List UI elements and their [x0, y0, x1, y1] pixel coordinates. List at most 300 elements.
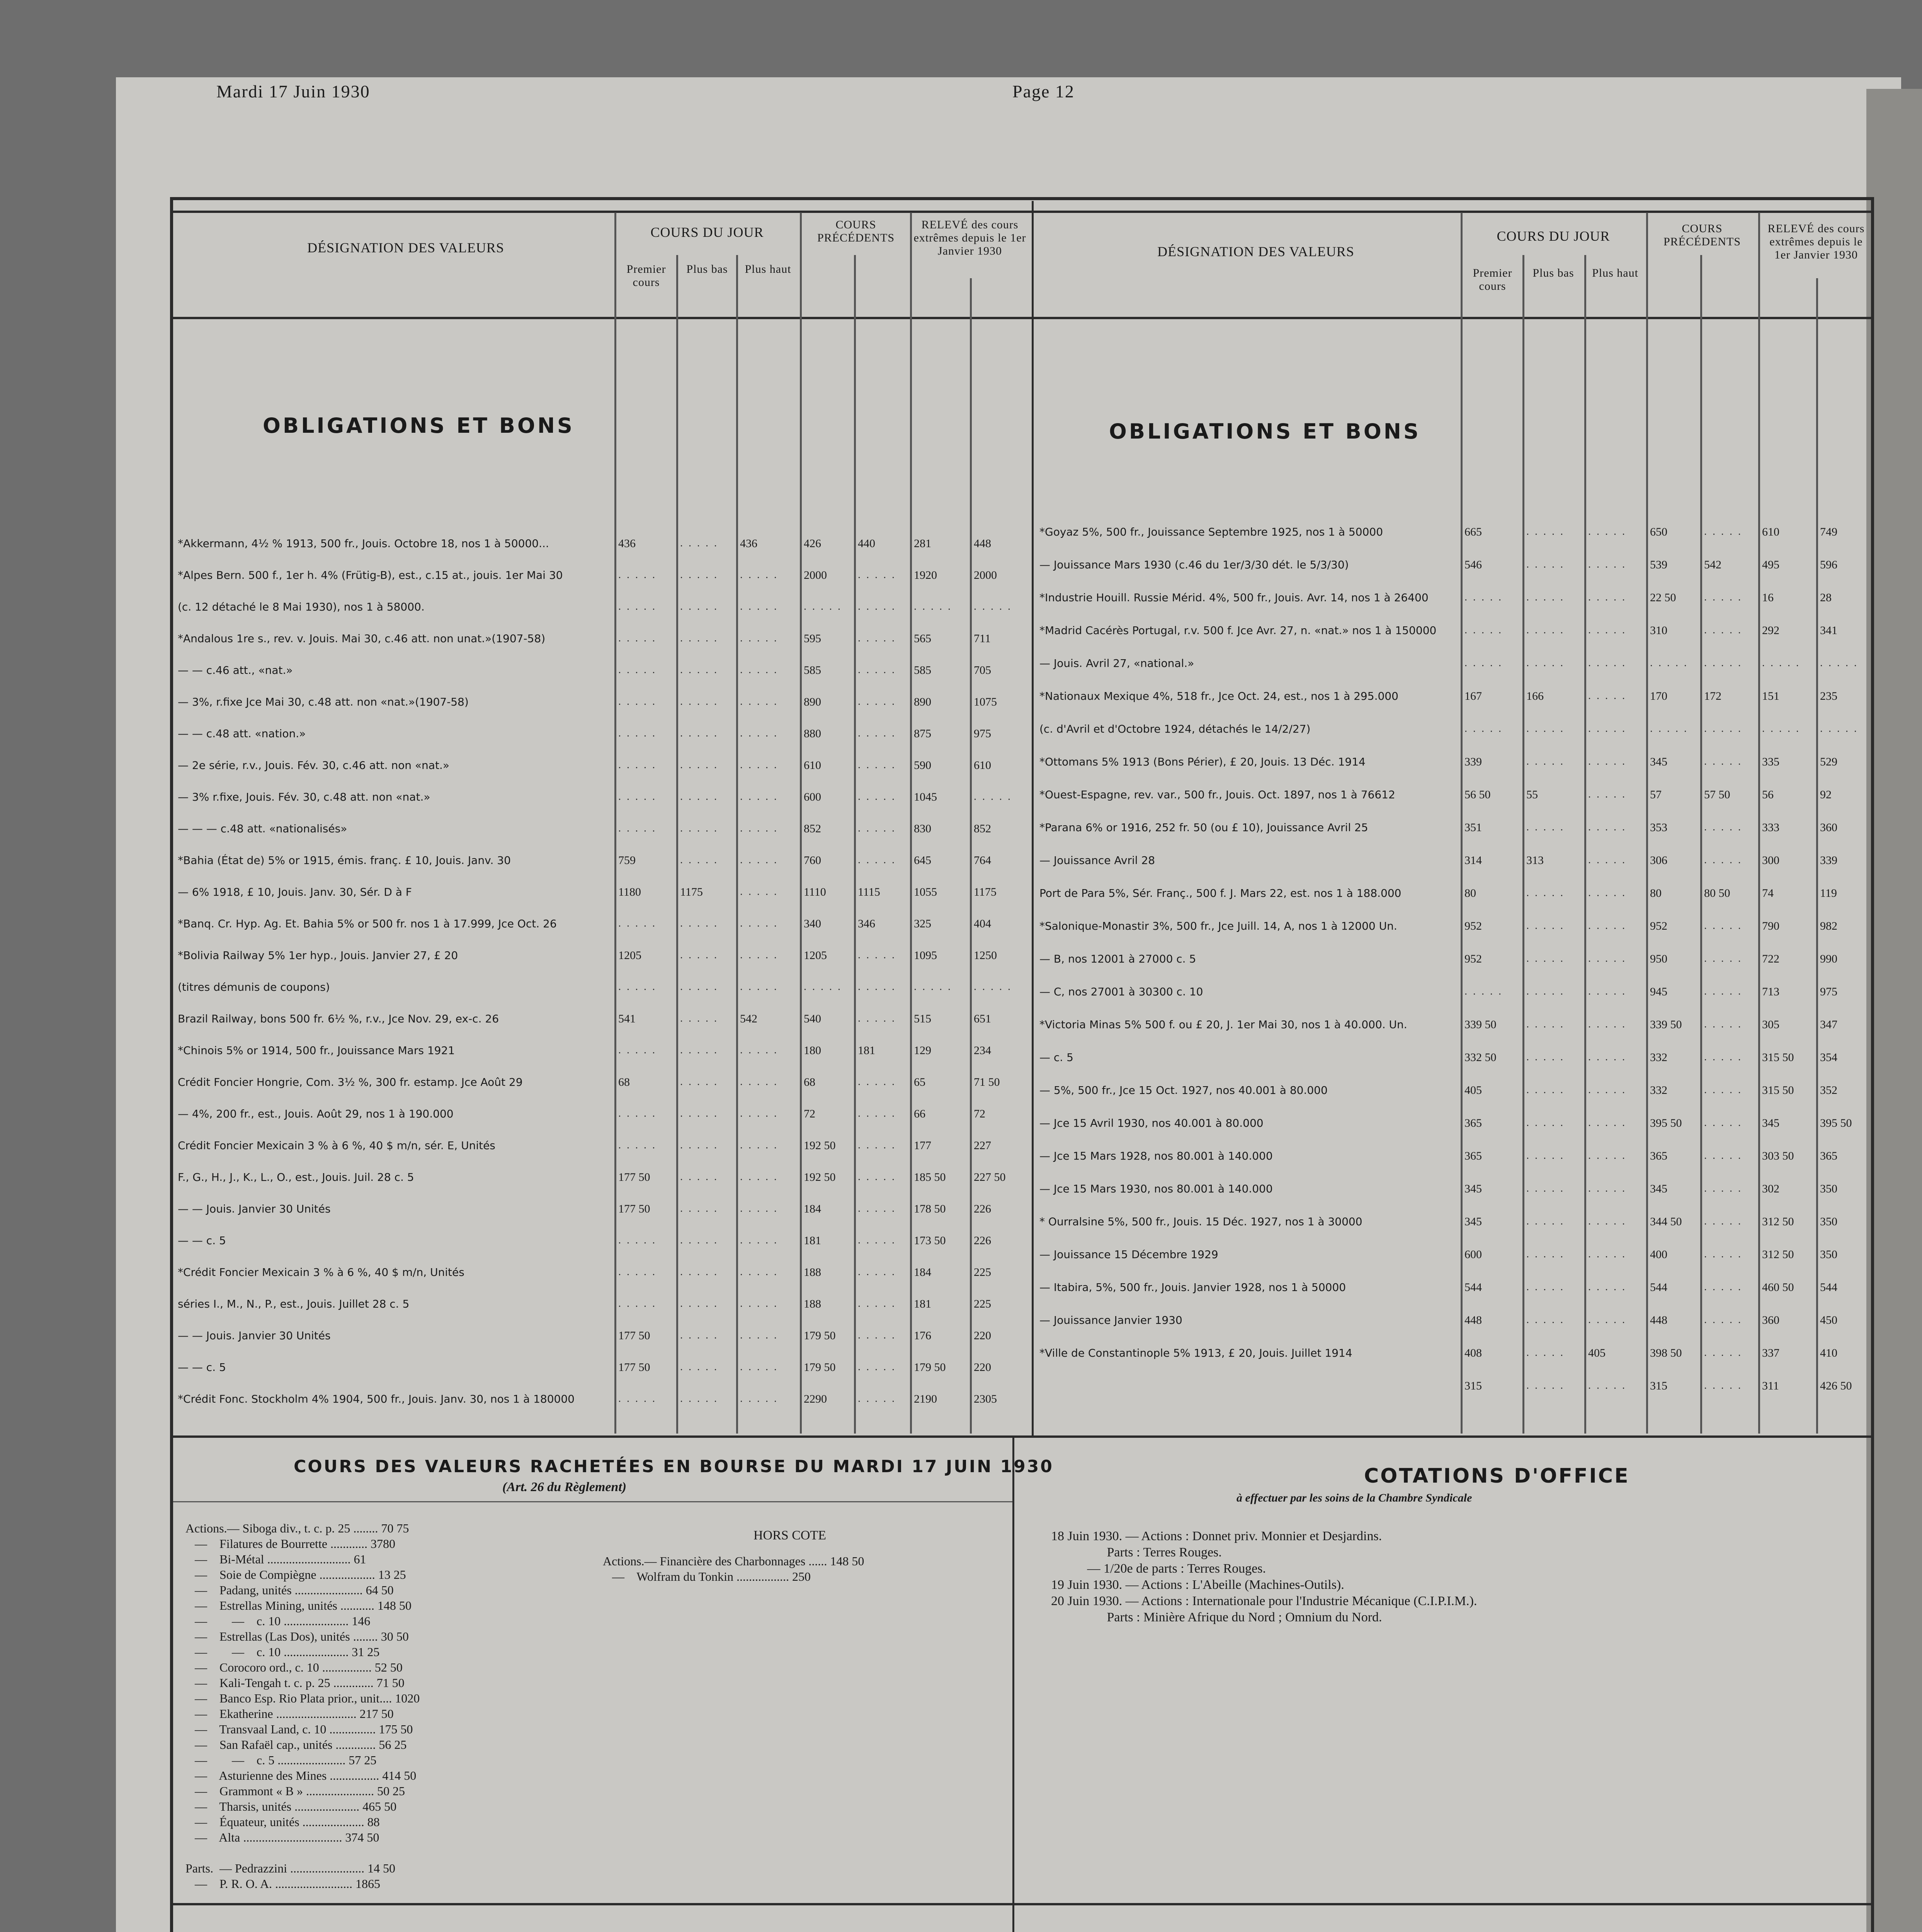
row-label: *Andalous 1re s., rev. v. Jouis. Mai 30, c.46 att. non unat.»(1907-58)	[178, 632, 546, 645]
row-value: 350	[1820, 1215, 1837, 1228]
row-value: 344 50	[1650, 1215, 1682, 1228]
row-value: 315	[1464, 1379, 1482, 1392]
row-value: 188	[804, 1298, 821, 1310]
dotted-leader: . . . . .	[858, 1107, 896, 1119]
row-label: — — Jouis. Janvier 30 Unités	[178, 1329, 331, 1342]
dotted-leader: . . . . .	[618, 664, 657, 676]
dotted-leader: . . . . .	[618, 1393, 657, 1405]
dotted-leader: . . . . .	[1526, 887, 1565, 899]
row-value: 65	[914, 1076, 925, 1088]
dotted-leader: . . . . .	[1526, 1182, 1565, 1194]
header-plus-haut: Plus haut	[745, 263, 791, 276]
row-value: 1205	[618, 949, 641, 962]
row-label: — Jce 15 Avril 1930, nos 40.001 à 80.000	[1039, 1117, 1264, 1129]
dotted-leader: . . . . .	[1526, 1281, 1565, 1293]
row-label: — 3% r.fixe, Jouis. Fév. 30, c.48 att. non «nat.»	[178, 791, 430, 803]
dotted-leader: . . . . .	[1526, 755, 1565, 767]
row-value: 173 50	[914, 1234, 946, 1247]
row-value: 404	[974, 917, 991, 930]
row-value: 1250	[974, 949, 997, 962]
row-value: 347	[1820, 1018, 1837, 1031]
row-value: 360	[1820, 821, 1837, 834]
row-value: 315 50	[1762, 1051, 1794, 1064]
dotted-leader: . . . . .	[740, 1329, 778, 1341]
dotted-leader: . . . . .	[680, 632, 718, 644]
dotted-leader: . . . . .	[618, 791, 657, 803]
rachetees-list: Actions.— Siboga div., t. c. p. 25 ........ 70 75 — Filatures de Bourrette ............ 3780 — Bi-Métal ........................... 61 — Soie de Compiègne .................. 13 25 — Padang, unités ...................... 64 50 — Estrellas Mining, unités ........... 148 50 — — c. 10 ..................... 146 — Estrellas (Las Dos), unités ........ 30 50 — — c. 10 ..................... 31 25 — Corocoro ord., c. 10 ................ 52 50 — Kali-Tengah t. c. p. 25 ............. 71 50 — Banco Esp. Rio Plata prior., unit.... 1020 — Ekatherine .......................... 217 50 — Transvaal Land, c. 10 ............... 175 50 — San Rafaël cap., unités ............. 56 25 — — c. 5 ...................... 57 25 — Asturienne des Mines ................ 414 50 — Grammont « B » ...................... 50 25 — Tharsis, unités ..................... 465 50 — Équateur, unités .................... 88 — Alta ................................ 374 50 Parts. — Pedrazzini ........................ 14 50 — P. R. O. A. ......................... 1865	[185, 1521, 420, 1891]
row-value: 80	[1464, 887, 1476, 900]
row-value: 345	[1650, 1182, 1667, 1195]
dotted-leader: . . . . .	[858, 822, 896, 834]
row-value: 172	[1704, 690, 1721, 702]
dotted-leader: . . . . .	[1588, 1281, 1626, 1293]
dotted-leader: . . . . .	[1650, 723, 1688, 735]
header-releve: RELEVÉ des cours extrêmes depuis le 1er Janvier 1930	[913, 218, 1026, 257]
row-value: 345	[1464, 1215, 1482, 1228]
dotted-leader: . . . . .	[1588, 821, 1626, 833]
row-label: — — — c.48 att. «nationalisés»	[178, 822, 347, 835]
row-value: 395 50	[1650, 1117, 1682, 1129]
dotted-leader: . . . . .	[1464, 624, 1503, 636]
row-value: 436	[618, 537, 636, 550]
row-value: 185 50	[914, 1171, 946, 1184]
dotted-leader: . . . . .	[740, 1298, 778, 1310]
row-value: 1045	[914, 791, 937, 803]
row-value: 151	[1762, 690, 1779, 702]
row-label: *Banq. Cr. Hyp. Ag. Et. Bahia 5% or 500 fr. nos 1 à 17.999, Jce Oct. 26	[178, 917, 557, 930]
dotted-leader: . . . . .	[618, 1234, 657, 1246]
dotted-leader: . . . . .	[618, 981, 657, 993]
row-label: (titres démunis de coupons)	[178, 981, 330, 993]
row-value: 350	[1820, 1248, 1837, 1261]
dotted-leader: . . . . .	[858, 981, 896, 993]
row-value: 337	[1762, 1347, 1779, 1359]
dotted-leader: . . . . .	[740, 854, 778, 866]
row-label: — — Jouis. Janvier 30 Unités	[178, 1202, 331, 1215]
dotted-leader: . . . . .	[740, 822, 778, 834]
dotted-leader: . . . . .	[1588, 1084, 1626, 1096]
dotted-leader: . . . . .	[1704, 1248, 1742, 1260]
row-value: 68	[804, 1076, 815, 1088]
row-value: 875	[914, 727, 931, 740]
row-value: 292	[1762, 624, 1779, 637]
row-value: 365	[1650, 1150, 1667, 1162]
row-value: 306	[1650, 854, 1667, 867]
row-value: 303 50	[1762, 1150, 1794, 1162]
page-date: Mardi 17 Juin 1930	[216, 82, 370, 101]
dotted-leader: . . . . .	[740, 949, 778, 961]
row-value: 590	[914, 759, 931, 772]
dotted-leader: . . . . .	[618, 600, 657, 612]
row-value: 2000	[974, 569, 997, 582]
row-value: 540	[804, 1012, 821, 1025]
dotted-leader: . . . . .	[858, 759, 896, 771]
row-label: *Alpes Bern. 500 f., 1er h. 4% (Frütig-B), est., c.15 at., jouis. 1er Mai 30	[178, 569, 563, 582]
row-value: 764	[974, 854, 991, 867]
row-value: 395 50	[1820, 1117, 1852, 1129]
row-value: 405	[1464, 1084, 1482, 1097]
dotted-leader: . . . . .	[1588, 788, 1626, 800]
cotations-note: à effectuer par les soins de la Chambre Syndicale	[1237, 1492, 1472, 1504]
row-value: 408	[1464, 1347, 1482, 1359]
dotted-leader: . . . . .	[680, 759, 718, 771]
dotted-leader: . . . . .	[1588, 1215, 1626, 1227]
column-divider	[1032, 201, 1034, 1437]
row-value: 426 50	[1820, 1379, 1852, 1392]
row-value: 426	[804, 537, 821, 550]
dotted-leader: . . . . .	[1526, 1314, 1565, 1326]
row-value: 410	[1820, 1347, 1837, 1359]
rule	[1758, 213, 1760, 1434]
dotted-leader: . . . . .	[914, 981, 952, 993]
main-frame	[170, 197, 1874, 1932]
row-value: 365	[1820, 1150, 1837, 1162]
row-label: *Chinois 5% or 1914, 500 fr., Jouissance Mars 1921	[178, 1044, 455, 1057]
dotted-leader: . . . . .	[1526, 1117, 1565, 1129]
row-label: — — c. 5	[178, 1234, 226, 1247]
row-value: 345	[1762, 1117, 1779, 1129]
row-value: 2290	[804, 1393, 827, 1405]
row-value: 365	[1464, 1150, 1482, 1162]
row-value: 179 50	[804, 1329, 836, 1342]
row-value: 177 50	[618, 1361, 650, 1374]
row-value: 302	[1762, 1182, 1779, 1195]
row-value: 440	[858, 537, 875, 550]
dotted-leader: . . . . .	[740, 1393, 778, 1405]
row-value: 66	[914, 1107, 925, 1120]
dotted-leader: . . . . .	[680, 1298, 718, 1310]
row-value: 600	[804, 791, 821, 803]
row-value: 71 50	[974, 1076, 1000, 1088]
dotted-leader: . . . . .	[1526, 1051, 1565, 1063]
row-label: Brazil Railway, bons 500 fr. 6½ %, r.v., Jce Nov. 29, ex-c. 26	[178, 1012, 499, 1025]
row-label: *Industrie Houill. Russie Mérid. 4%, 500 fr., Jouis. Avr. 14, nos 1 à 26400	[1039, 591, 1429, 604]
dotted-leader: . . . . .	[1464, 723, 1503, 735]
row-value: 339	[1820, 854, 1837, 867]
row-label: *Bolivia Railway 5% 1er hyp., Jouis. Janvier 27, £ 20	[178, 949, 458, 962]
row-value: 167	[1464, 690, 1482, 702]
dotted-leader: . . . . .	[858, 854, 896, 866]
row-label: *Salonique-Monastir 3%, 500 fr., Jce Juill. 14, A, nos 1 à 12000 Un.	[1039, 920, 1397, 932]
row-value: 345	[1650, 755, 1667, 768]
row-value: 830	[914, 822, 931, 835]
dotted-leader: . . . . .	[618, 1298, 657, 1310]
dotted-leader: . . . . .	[680, 981, 718, 993]
row-label: — — c. 5	[178, 1361, 226, 1374]
dotted-leader: . . . . .	[1704, 1150, 1742, 1162]
dotted-leader: . . . . .	[618, 917, 657, 929]
hors-cote-list: Actions.— Financière des Charbonnages ...... 148 50 — Wolfram du Tonkin ................. 250	[603, 1554, 864, 1583]
dotted-leader: . . . . .	[618, 1139, 657, 1151]
row-label: — — c.48 att. «nation.»	[178, 727, 306, 740]
header-precedents: COURS PRÉCÉDENTS	[817, 218, 895, 244]
row-value: 129	[914, 1044, 931, 1057]
dotted-leader: . . . . .	[858, 1234, 896, 1246]
row-label: *Crédit Foncier Mexicain 3 % à 6 %, 40 $ m/n, Unités	[178, 1266, 464, 1279]
dotted-leader: . . . . .	[858, 1012, 896, 1024]
row-value: 177 50	[618, 1202, 650, 1215]
dotted-leader: . . . . .	[1526, 1347, 1565, 1359]
row-value: 300	[1762, 854, 1779, 867]
dotted-leader: . . . . .	[1526, 1150, 1565, 1162]
row-label: *Ottomans 5% 1913 (Bons Périer), £ 20, Jouis. 13 Déc. 1914	[1039, 755, 1366, 768]
dotted-leader: . . . . .	[1704, 624, 1742, 636]
dotted-leader: . . . . .	[858, 600, 896, 612]
dotted-leader: . . . . .	[1704, 1379, 1742, 1391]
row-value: 565	[914, 632, 931, 645]
row-label: *Nationaux Mexique 4%, 518 fr., Jce Oct. 24, est., nos 1 à 295.000	[1039, 690, 1398, 702]
header-cours-du-jour-right: COURS DU JOUR	[1497, 228, 1610, 244]
dotted-leader: . . . . .	[740, 1139, 778, 1151]
dotted-leader: . . . . .	[740, 1202, 778, 1214]
row-label: — C, nos 27001 à 30300 c. 10	[1039, 985, 1203, 998]
row-value: 166	[1526, 690, 1544, 702]
rule	[1461, 213, 1463, 1434]
row-value: 333	[1762, 821, 1779, 834]
dotted-leader: . . . . .	[1588, 985, 1626, 997]
row-value: 72	[974, 1107, 985, 1120]
dotted-leader: . . . . .	[858, 1076, 896, 1088]
rule	[1522, 255, 1524, 1434]
dotted-leader: . . . . .	[680, 917, 718, 929]
row-value: 225	[974, 1298, 991, 1310]
row-value: 952	[1650, 920, 1667, 932]
row-value: 220	[974, 1361, 991, 1374]
row-label: — c. 5	[1039, 1051, 1073, 1064]
dotted-leader: . . . . .	[1588, 952, 1626, 964]
hors-cote-title: HORS COTE	[753, 1528, 826, 1543]
row-label: * Ourralsine 5%, 500 fr., Jouis. 15 Déc. 1927, nos 1 à 30000	[1039, 1215, 1362, 1228]
row-value: 945	[1650, 985, 1667, 998]
dotted-leader: . . . . .	[618, 632, 657, 644]
row-value: 177	[914, 1139, 931, 1152]
row-value: 790	[1762, 920, 1779, 932]
dotted-leader: . . . . .	[1704, 1215, 1742, 1227]
row-value: 313	[1526, 854, 1544, 867]
dotted-leader: . . . . .	[1704, 920, 1742, 932]
row-value: 80 50	[1704, 887, 1730, 900]
row-value: 332	[1650, 1084, 1667, 1097]
dotted-leader: . . . . .	[680, 1393, 718, 1405]
row-value: 541	[618, 1012, 636, 1025]
dotted-leader: . . . . .	[618, 569, 657, 581]
dotted-leader: . . . . .	[914, 600, 952, 612]
dotted-leader: . . . . .	[858, 569, 896, 581]
dotted-leader: . . . . .	[1588, 1314, 1626, 1326]
row-value: 398 50	[1650, 1347, 1682, 1359]
dotted-leader: . . . . .	[1588, 1018, 1626, 1030]
row-value: 56 50	[1464, 788, 1491, 801]
rule	[173, 1903, 1871, 1905]
rule	[1646, 213, 1648, 1434]
row-label: (c. d'Avril et d'Octobre 1924, détachés le 14/2/27)	[1039, 723, 1311, 735]
dotted-leader: . . . . .	[680, 1361, 718, 1373]
row-value: 448	[1650, 1314, 1667, 1327]
dotted-leader: . . . . .	[1464, 591, 1503, 603]
row-label: *Parana 6% or 1916, 252 fr. 50 (ou £ 10), Jouissance Avril 25	[1039, 821, 1368, 834]
row-value: 665	[1464, 526, 1482, 538]
dotted-leader: . . . . .	[618, 759, 657, 771]
row-value: 982	[1820, 920, 1837, 932]
row-value: 177 50	[618, 1171, 650, 1184]
row-value: 1175	[680, 886, 703, 898]
row-label: — 6% 1918, £ 10, Jouis. Janv. 30, Sér. D à F	[178, 886, 412, 898]
dotted-leader: . . . . .	[1526, 558, 1565, 570]
row-value: 339 50	[1650, 1018, 1682, 1031]
dotted-leader: . . . . .	[740, 791, 778, 803]
dotted-leader: . . . . .	[1704, 985, 1742, 997]
dotted-leader: . . . . .	[680, 537, 718, 549]
row-label: Crédit Foncier Mexicain 3 % à 6 %, 40 $ m/n, sér. E, Unités	[178, 1139, 495, 1152]
dotted-leader: . . . . .	[1704, 526, 1742, 537]
row-value: 1055	[914, 886, 937, 898]
rule	[173, 1435, 1871, 1438]
dotted-leader: . . . . .	[740, 1361, 778, 1373]
row-value: 950	[1650, 952, 1667, 965]
row-value: 181	[914, 1298, 931, 1310]
dotted-leader: . . . . .	[858, 632, 896, 644]
row-value: 405	[1588, 1347, 1606, 1359]
row-value: 92	[1820, 788, 1832, 801]
row-label: — Jouissance Janvier 1930	[1039, 1314, 1182, 1327]
row-label: — 4%, 200 fr., est., Jouis. Août 29, nos 1 à 190.000	[178, 1107, 454, 1120]
row-value: 975	[974, 727, 991, 740]
row-value: 235	[1820, 690, 1837, 702]
dotted-leader: . . . . .	[1464, 657, 1503, 669]
row-label: *Goyaz 5%, 500 fr., Jouissance Septembre 1925, nos 1 à 50000	[1039, 526, 1383, 538]
row-value: 546	[1464, 558, 1482, 571]
dotted-leader: . . . . .	[858, 696, 896, 707]
header-designation: DÉSIGNATION DES VALEURS	[307, 240, 504, 255]
row-label: (c. 12 détaché le 8 Mai 1930), nos 1 à 58000.	[178, 600, 425, 613]
dotted-leader: . . . . .	[858, 1298, 896, 1310]
rule	[910, 213, 912, 1434]
row-value: 711	[974, 632, 991, 645]
dotted-leader: . . . . .	[680, 949, 718, 961]
row-value: 400	[1650, 1248, 1667, 1261]
cotations-list: 18 Juin 1930. — Actions : Donnet priv. Monnier et Desjardins. Parts : Terres Rouges. — 1/20e de parts : Terres Rouges. 19 Juin 1930. — Actions : L'Abeille (Machines-Outils). 20 Juin 1930. — Actions : Internationale pour l'Industrie Mécanique (C.I.P.I.M.). Parts : Minière Afrique du Nord ; Omnium du Nord.	[1051, 1529, 1477, 1624]
rule	[173, 317, 1871, 319]
page-number: Page 12	[1012, 82, 1075, 101]
dotted-leader: . . . . .	[1588, 1182, 1626, 1194]
row-value: 595	[804, 632, 821, 645]
row-value: 180	[804, 1044, 821, 1057]
dotted-leader: . . . . .	[618, 1107, 657, 1119]
row-value: 119	[1820, 887, 1837, 900]
row-label: *Victoria Minas 5% 500 f. ou £ 20, J. 1er Mai 30, nos 1 à 40.000. Un.	[1039, 1018, 1407, 1031]
row-value: 880	[804, 727, 821, 740]
row-value: 311	[1762, 1379, 1779, 1392]
row-label: — Jouissance 15 Décembre 1929	[1039, 1248, 1218, 1261]
row-label: — Jouis. Avril 27, «national.»	[1039, 657, 1194, 670]
dotted-leader: . . . . .	[1588, 755, 1626, 767]
row-value: 990	[1820, 952, 1837, 965]
dotted-leader: . . . . .	[1588, 887, 1626, 899]
row-value: 713	[1762, 985, 1779, 998]
dotted-leader: . . . . .	[1588, 624, 1626, 636]
dotted-leader: . . . . .	[740, 917, 778, 929]
dotted-leader: . . . . .	[740, 981, 778, 993]
row-value: 170	[1650, 690, 1667, 702]
dotted-leader: . . . . .	[1526, 1084, 1565, 1096]
dotted-leader: . . . . .	[680, 1012, 718, 1024]
row-value: 55	[1526, 788, 1538, 801]
column-divider	[1012, 1903, 1014, 1932]
row-value: 542	[1704, 558, 1721, 571]
dotted-leader: . . . . .	[1526, 657, 1565, 669]
dotted-leader: . . . . .	[1526, 591, 1565, 603]
row-value: 1205	[804, 949, 827, 962]
row-value: 192 50	[804, 1139, 836, 1152]
row-value: 176	[914, 1329, 931, 1342]
dotted-leader: . . . . .	[858, 1266, 896, 1278]
row-value: 188	[804, 1266, 821, 1279]
dotted-leader: . . . . .	[1588, 526, 1626, 537]
dotted-leader: . . . . .	[1588, 1117, 1626, 1129]
row-value: 1175	[974, 886, 997, 898]
dotted-leader: . . . . .	[618, 727, 657, 739]
row-value: 315 50	[1762, 1084, 1794, 1097]
row-value: 722	[1762, 952, 1779, 965]
rule	[1700, 255, 1702, 1434]
row-value: 610	[804, 759, 821, 772]
dotted-leader: . . . . .	[1526, 1215, 1565, 1227]
row-value: 80	[1650, 887, 1662, 900]
row-value: 332 50	[1464, 1051, 1497, 1064]
dotted-leader: . . . . .	[680, 1234, 718, 1246]
dotted-leader: . . . . .	[740, 1266, 778, 1278]
rachetees-note: (Art. 26 du Règlement)	[502, 1480, 627, 1494]
row-value: 227 50	[974, 1171, 1006, 1184]
row-value: 226	[974, 1202, 991, 1215]
header-cours-du-jour: COURS DU JOUR	[650, 224, 764, 240]
dotted-leader: . . . . .	[858, 727, 896, 739]
header-premier-right: Premier cours	[1473, 267, 1512, 293]
dotted-leader: . . . . .	[974, 600, 1012, 612]
row-value: 645	[914, 854, 931, 867]
row-value: 365	[1464, 1117, 1482, 1129]
row-label: *Akkermann, 4½ % 1913, 500 fr., Jouis. Octobre 18, nos 1 à 50000...	[178, 537, 549, 550]
row-value: 226	[974, 1234, 991, 1247]
row-value: 448	[1464, 1314, 1482, 1327]
row-value: 952	[1464, 920, 1482, 932]
row-value: 346	[858, 917, 875, 930]
row-value: 305	[1762, 1018, 1779, 1031]
dotted-leader: . . . . .	[1704, 591, 1742, 603]
row-value: 610	[1762, 526, 1779, 538]
dotted-leader: . . . . .	[618, 822, 657, 834]
row-value: 68	[618, 1076, 630, 1088]
row-label: *Ville de Constantinople 5% 1913, £ 20, Jouis. Juillet 1914	[1039, 1347, 1352, 1359]
row-value: 312 50	[1762, 1248, 1794, 1261]
dotted-leader: . . . . .	[740, 632, 778, 644]
row-value: 350	[1820, 1182, 1837, 1195]
dotted-leader: . . . . .	[858, 1361, 896, 1373]
dotted-leader: . . . . .	[1526, 1248, 1565, 1260]
dotted-leader: . . . . .	[1704, 821, 1742, 833]
dotted-leader: . . . . .	[1526, 920, 1565, 932]
dotted-leader: . . . . .	[1588, 657, 1626, 669]
dotted-leader: . . . . .	[858, 1202, 896, 1214]
row-value: 544	[1650, 1281, 1667, 1294]
row-value: 1075	[974, 696, 997, 708]
row-value: 585	[804, 664, 821, 677]
dotted-leader: . . . . .	[804, 981, 842, 993]
row-value: 460 50	[1762, 1281, 1794, 1294]
dotted-leader: . . . . .	[1526, 1018, 1565, 1030]
row-value: 281	[914, 537, 931, 550]
row-label: séries I., M., N., P., est., Jouis. Juillet 28 c. 5	[178, 1298, 410, 1310]
